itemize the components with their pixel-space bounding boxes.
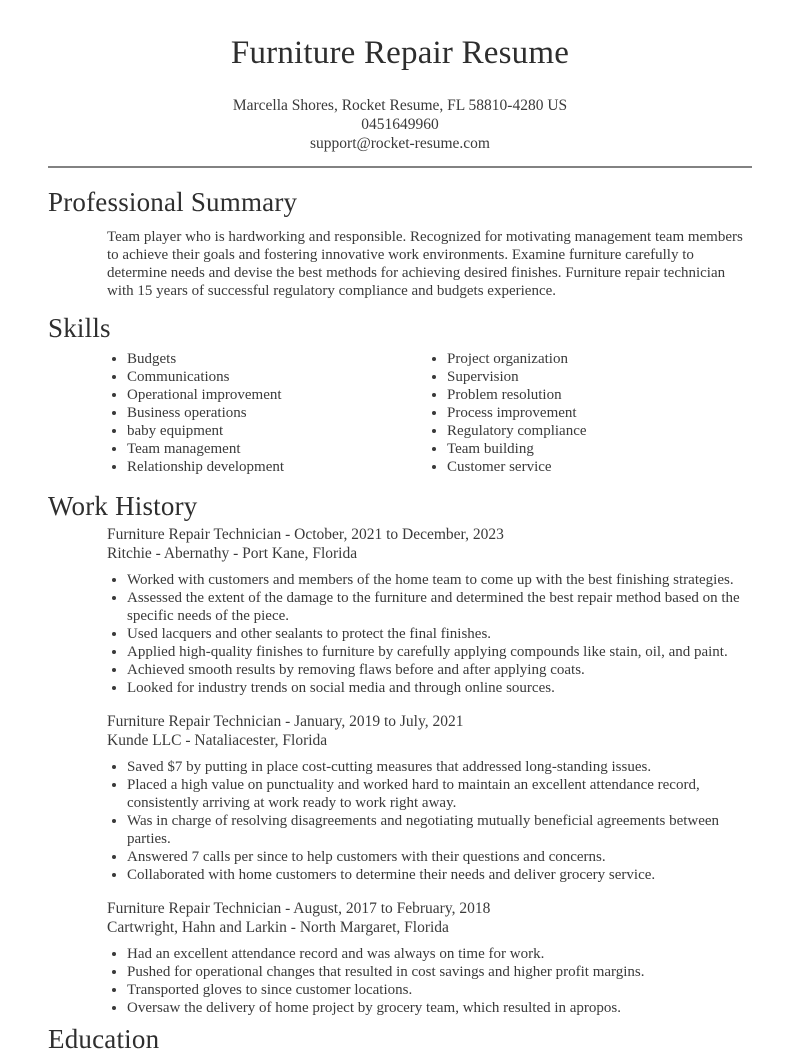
bullet-item: • Transported gloves to since customer locations. xyxy=(127,981,745,999)
section-education xyxy=(48,1023,752,1055)
job-company: Cartwright, Hahn and Larkin - North Margaret, Florida xyxy=(107,918,449,936)
job-entry xyxy=(107,713,745,884)
bullet-item: • Achieved smooth results by removing flaws before and after applying coats. xyxy=(127,661,745,679)
bullet-item: • Was in charge of resolving disagreements and negotiating mutually beneficial agreements between parties. xyxy=(127,812,745,848)
document-header xyxy=(48,34,752,153)
job-bullets xyxy=(107,758,745,884)
skill-item: • Project organization xyxy=(447,350,745,368)
skill-item: • Process improvement xyxy=(447,404,745,422)
job-entry xyxy=(107,900,745,1017)
job-entry xyxy=(107,526,745,697)
job-bullets xyxy=(107,571,745,697)
job-header xyxy=(107,526,745,563)
bullet-item: • Oversaw the delivery of home project by grocery team, which resulted in apropos. xyxy=(127,999,745,1017)
skill-item: • Operational improvement xyxy=(127,386,427,404)
job-header xyxy=(107,900,745,937)
skill-item: • Team building xyxy=(447,440,745,458)
bullet-item: • Saved $7 by putting in place cost-cutting measures that addressed long-standing issues. xyxy=(127,758,745,776)
heading-skills: Skills xyxy=(48,313,111,343)
section-professional-summary xyxy=(48,186,752,300)
bullet-item: • Applied high-quality finishes to furniture by carefully applying compounds like stain, oil, and paint. xyxy=(127,643,745,661)
skills-column-right xyxy=(427,350,745,476)
job-company: Kunde LLC - Nataliacester, Florida xyxy=(107,731,328,749)
bullet-item: • Used lacquers and other sealants to protect the final finishes. xyxy=(127,625,745,643)
heading-professional-summary: Professional Summary xyxy=(48,187,298,217)
skill-item: • Relationship development xyxy=(127,458,427,476)
skills-column-left xyxy=(107,350,427,476)
bullet-item: • Answered 7 calls per since to help customers with their questions and concerns. xyxy=(127,848,745,866)
section-work-history xyxy=(48,490,752,1017)
job-company: Ritchie - Abernathy - Port Kane, Florida xyxy=(107,544,358,562)
contact-block xyxy=(48,96,752,153)
job-bullets xyxy=(107,945,745,1017)
bullet-item: • Assessed the extent of the damage to the furniture and determined the best repair method based on the specific needs of the piece. xyxy=(127,589,745,625)
bullet-item: • Pushed for operational changes that resulted in cost savings and higher profit margins. xyxy=(127,963,745,981)
skill-item: • Customer service xyxy=(447,458,745,476)
skill-item: • Budgets xyxy=(127,350,427,368)
skill-item: • Team management xyxy=(127,440,427,458)
skill-item: • Business operations xyxy=(127,404,427,422)
skill-item: • Regulatory compliance xyxy=(447,422,745,440)
skills-columns xyxy=(107,350,745,476)
skill-item: • baby equipment xyxy=(127,422,427,440)
skill-item: • Supervision xyxy=(447,368,745,386)
section-skills xyxy=(48,312,752,476)
page-title: Furniture Repair Resume xyxy=(230,35,570,71)
bullet-item: • Placed a high value on punctuality and worked hard to maintain an excellent attendance record, consistently arriving at work ready to work right away. xyxy=(127,776,745,812)
heading-work-history: Work History xyxy=(48,491,198,521)
bullet-item: • Looked for industry trends on social media and through online sources. xyxy=(127,679,745,697)
bullet-item: • Worked with customers and members of the home team to come up with the best finishing strategies. xyxy=(127,571,745,589)
skill-item: • Problem resolution xyxy=(447,386,745,404)
job-title: Furniture Repair Technician - August, 2017 to February, 2018 xyxy=(107,900,491,917)
job-header xyxy=(107,713,745,750)
contact-phone: 0451649960 xyxy=(361,116,439,133)
heading-education: Education xyxy=(48,1024,160,1054)
contact-address: Marcella Shores, Rocket Resume, FL 58810-4280 US xyxy=(232,97,568,114)
contact-email: support@rocket-resume.com xyxy=(310,135,490,152)
header-divider xyxy=(48,166,752,168)
summary-text: Team player who is hardworking and responsible. Recognized for motivating management team members to achieve their goals and fostering innovative work environments. Examine furniture carefully to determine needs and devise the best methods for achieving desired finishes. Furniture repair technician with 15 years of successful regulatory compliance and budgets experience. xyxy=(107,229,743,299)
job-title: Furniture Repair Technician - January, 2019 to July, 2021 xyxy=(107,713,464,730)
job-title: Furniture Repair Technician - October, 2021 to December, 2023 xyxy=(107,526,504,543)
bullet-item: • Had an excellent attendance record and was always on time for work. xyxy=(127,945,745,963)
skill-item: • Communications xyxy=(127,368,427,386)
bullet-item: • Collaborated with home customers to determine their needs and deliver grocery service. xyxy=(127,866,745,884)
